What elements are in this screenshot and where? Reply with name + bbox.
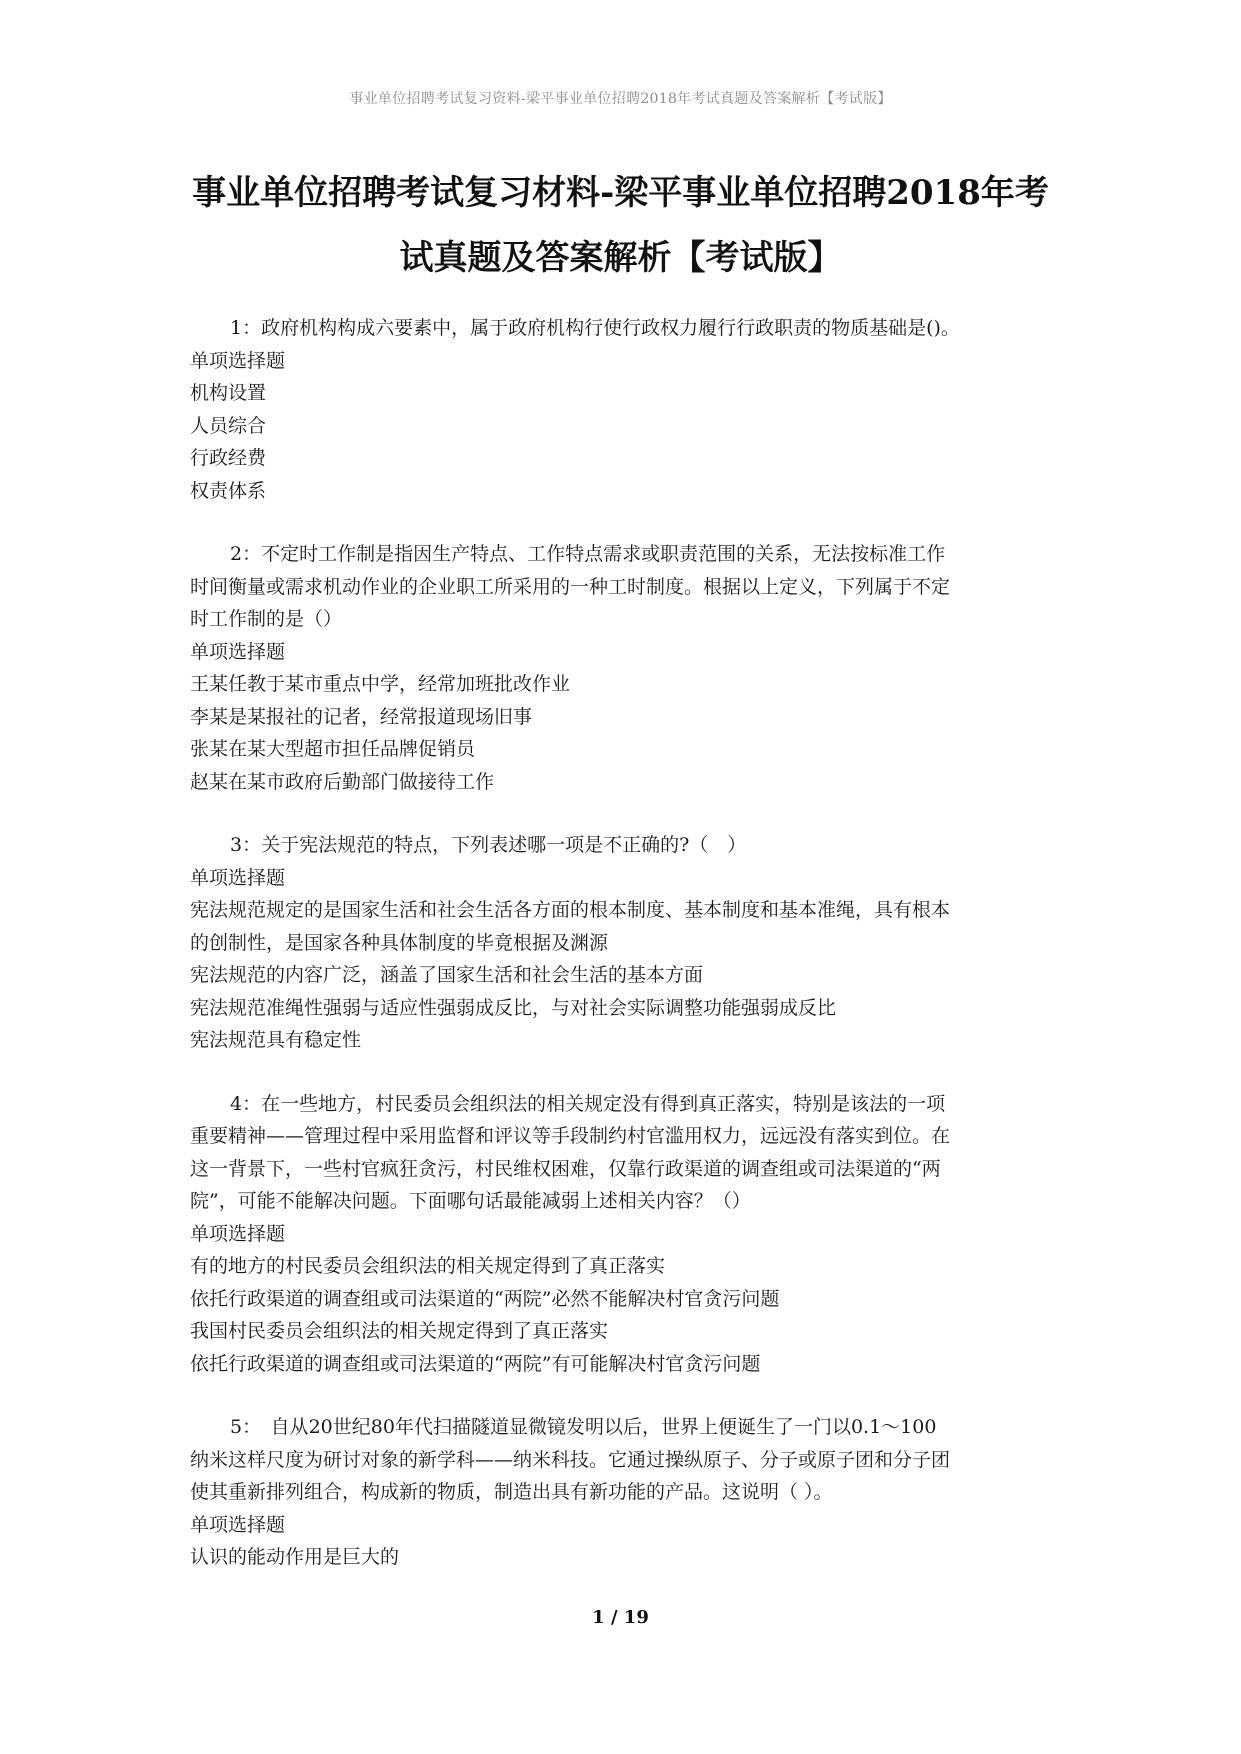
answer-option: 赵某在某市政府后勤部门做接待工作 [190,770,495,793]
question-stem-line: 纳米这样尺度为研讨对象的新学科——纳米科技。它通过操纵原子、分子或原子团和分子团 [190,1448,951,1471]
answer-option: 机构设置 [190,382,267,404]
question-type-label: 单项选择题 [190,640,286,663]
answer-option: 宪法规范的内容广泛，涵盖了国家生活和社会生活的基本方面 [190,964,704,986]
question-stem-line: 时工作制的是（） [190,608,343,630]
answer-option: 的创制性，是国家各种具体制度的毕竟根据及渊源 [190,931,609,954]
question-stem-line: 院”，可能不能解决问题。下面哪句话最能减弱上述相关内容？（） [190,1190,751,1212]
question-stem [190,1088,1060,1218]
answer-option: 王某任教于某市重点中学，经常加班批改作业 [190,673,571,695]
question-stem-line: 使其重新排列组合，构成新的物质，制造出具有新功能的产品。这说明（ ）。 [190,1481,833,1503]
question-block [190,538,1060,798]
answer-option: 李某是某报社的记者，经常报道现场旧事 [190,705,533,728]
question-type-label: 单项选择题 [190,866,286,889]
question-block [190,1088,1060,1381]
question-stem-line: 重要精神——管理过程中采用监督和评议等手段制约村官滥用权力，远远没有落实到位。在 [190,1125,951,1147]
answer-option: 张某在某大型超市担任品牌促销员 [190,738,476,760]
question-block [190,829,1060,1057]
document-title-line-2: 试真题及答案解析【考试版】 [399,238,842,278]
answer-option: 权责体系 [190,479,267,502]
question-stem-line: 3：关于宪法规范的特点，下列表述哪一项是不正确的?（ ） [230,834,747,856]
document-title-line-1: 事业单位招聘考试复习材料-梁平事业单位招聘2018年考 [192,173,1049,213]
question-type-label: 单项选择题 [190,349,286,372]
answer-option: 人员综合 [190,414,267,437]
question-stem [190,1411,1060,1509]
answer-option: 宪法规范规定的是国家生活和社会生活各方面的根本制度、基本制度和基本准绳，具有根本 [190,899,951,921]
question-list [190,312,1060,1605]
answer-option: 行政经费 [190,447,267,469]
page-number: 1 / 19 [592,1607,649,1628]
running-header: 事业单位招聘考试复习资料-梁平事业单位招聘2018年考试真题及答案解析【考试版】 [349,91,892,107]
answer-option: 认识的能动作用是巨大的 [190,1546,400,1568]
question-stem-line: 1：政府机构构成六要素中，属于政府机构行使行政权力履行行政职责的物质基础是()。 [230,317,960,339]
answer-option: 依托行政渠道的调查组或司法渠道的“两院”有可能解决村官贪污问题 [190,1352,761,1375]
question-stem-line: 4：在一些地方，村民委员会组织法的相关规定没有得到真正落实，特别是该法的一项 [230,1092,946,1115]
answer-option: 有的地方的村民委员会组织法的相关规定得到了真正落实 [190,1255,666,1277]
answer-option: 我国村民委员会组织法的相关规定得到了真正落实 [190,1320,609,1342]
question-block [190,312,1060,507]
question-stem-line: 2：不定时工作制是指因生产特点、工作特点需求或职责范围的关系，无法按标准工作 [230,543,946,565]
question-type-label: 单项选择题 [190,1222,286,1245]
question-stem-line: 时间衡量或需求机动作业的企业职工所采用的一种工时制度。根据以上定义，下列属于不定 [190,575,951,598]
answer-option: 宪法规范准绳性强弱与适应性强弱成反比，与对社会实际调整功能强弱成反比 [190,996,837,1019]
question-stem-line: 这一背景下，一些村官疯狂贪污，村民维权困难，仅靠行政渠道的调查组或司法渠道的“两 [190,1157,941,1180]
question-stem-line: 5： 自从20世纪80年代扫描隧道显微镜发明以后，世界上便诞生了一门以0.1～100 [230,1416,937,1438]
question-type-label: 单项选择题 [190,1513,286,1536]
answer-option: 依托行政渠道的调查组或司法渠道的“两院”必然不能解决村官贪污问题 [190,1287,780,1310]
question-stem [190,312,1060,345]
question-block [190,1411,1060,1574]
answer-option: 宪法规范具有稳定性 [190,1029,362,1051]
question-stem [190,829,1060,862]
question-stem [190,538,1060,636]
